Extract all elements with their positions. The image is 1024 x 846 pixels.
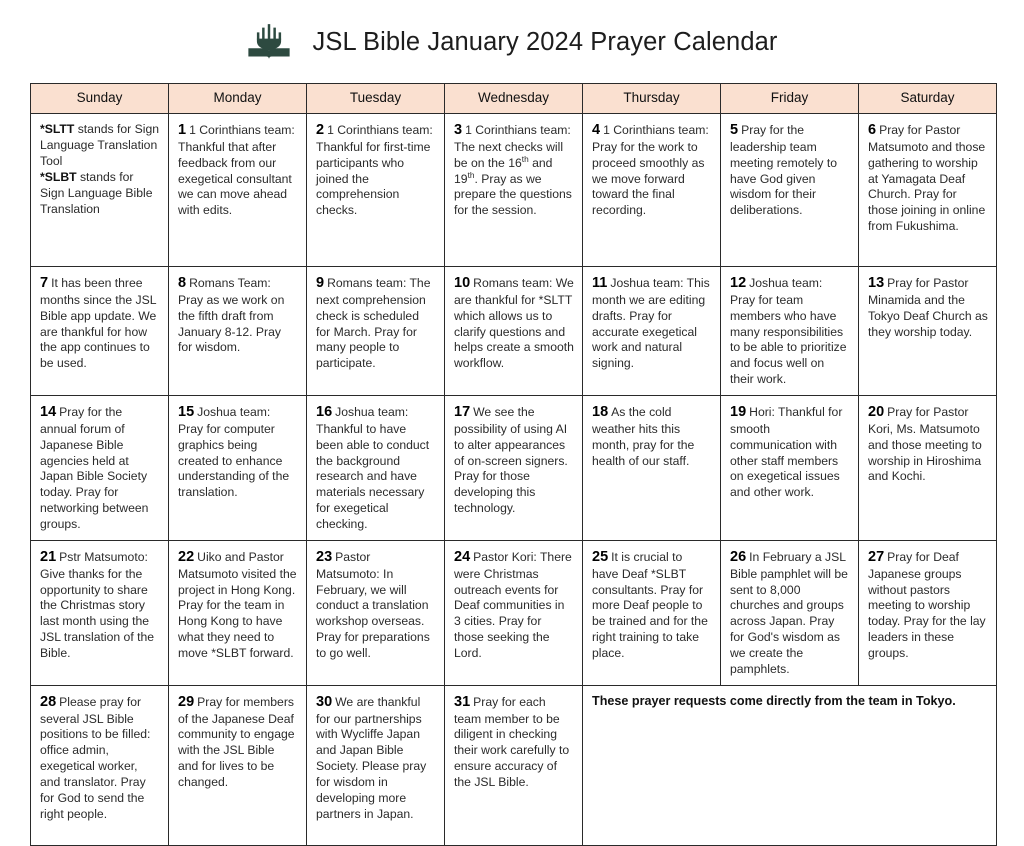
- day-number: 14: [40, 404, 57, 420]
- day-text: Pray for the leadership team meeting remotely to have God given wisdom for their deliberations.: [730, 123, 838, 218]
- day-number: 6: [868, 122, 877, 138]
- day-cell-30: [307, 685, 445, 845]
- day-text: Uiko and Pastor Matsumoto visited the project in Hong Kong. Pray for the team in Hong Kong to have what they need to move *SLBT forward.: [178, 549, 297, 660]
- day-number: 22: [178, 548, 195, 565]
- day-text: Pastor Kori: There were Christmas outreach events for Deaf communities in 3 cities. Pray for those seeking the Lord.: [454, 549, 572, 660]
- day-text: Please pray for several JSL Bible positions to be filled: office admin, exegetical worker, and translator. Pray for God to send the right people.: [40, 694, 151, 821]
- calendar-body: [31, 114, 997, 846]
- day-text: 1 Corinthians team: Thankful for first-time participants who joined the comprehension checks.: [316, 123, 433, 218]
- weekday-header-wednesday: Wednesday: [445, 84, 583, 114]
- day-text: 1 Corinthians team: Pray for the work to proceed smoothly as we move forward toward the final recording.: [592, 123, 709, 218]
- day-text: Pray for Pastor Kori, Ms. Matsumoto and those meeting to worship in Hiroshima and Kochi.: [868, 405, 982, 484]
- day-text: Joshua team: Thankful to have been able to conduct the background research and have materials necessary for exegetical checking.: [316, 405, 430, 531]
- day-number: 4: [592, 122, 601, 138]
- day-cell-24: [445, 540, 583, 685]
- footnote-text: These prayer requests come directly from the team in Tokyo.: [592, 693, 956, 708]
- day-number: 30: [316, 693, 333, 710]
- day-text: Pray for Deaf Japanese groups without pastors meeting to worship today. Pray for the lay leaders in these groups.: [868, 549, 986, 660]
- day-cell-31: [445, 685, 583, 845]
- day-number: 17: [454, 404, 471, 420]
- weekday-header-thursday: Thursday: [583, 84, 721, 114]
- day-cell-29: [169, 685, 307, 845]
- calendar-week-row: [31, 540, 997, 685]
- day-cell-17: [445, 396, 583, 541]
- day-number: 19: [730, 404, 747, 420]
- day-number: 8: [178, 275, 187, 291]
- day-text: Pray for each team member to be diligent in checking their work carefully to ensure accuracy of the JSL Bible.: [454, 694, 570, 789]
- day-text: Pastor Matsumoto: In February, we will conduct a translation workshop overseas. Pray for preparations to go well.: [316, 549, 430, 660]
- day-number: 31: [454, 693, 471, 710]
- day-cell-25: [583, 540, 721, 685]
- day-number: 2: [316, 122, 325, 138]
- day-number: 25: [592, 548, 609, 565]
- day-cell-6: [859, 114, 997, 267]
- page-title: JSL Bible January 2024 Prayer Calendar: [312, 27, 778, 56]
- legend-text-slbt: stands for Sign Language Bible Translation: [40, 170, 153, 217]
- weekday-header-monday: Monday: [169, 84, 307, 114]
- day-text: Pray for members of the Japanese Deaf community to engage with the JSL Bible and for lives to be changed.: [178, 694, 295, 789]
- day-text: Joshua team: Pray for team members who have many responsibilities to be able to prioritize and focus well on their work.: [730, 276, 847, 387]
- ordinal-suffix: th: [521, 153, 529, 164]
- weekday-header-sunday: Sunday: [31, 84, 169, 114]
- day-text: Pray for Pastor Matsumoto and those gathering to worship at Yamagata Deaf Church. Pray for those joining in online from Fukushima.: [868, 123, 986, 234]
- calendar-week-row: [31, 267, 997, 396]
- day-number: 20: [868, 404, 885, 420]
- day-number: 29: [178, 693, 195, 710]
- calendar-week-row: [31, 396, 997, 541]
- day-number: 28: [40, 693, 57, 710]
- day-cell-9: [307, 267, 445, 396]
- day-text: We see the possibility of using AI to alter appearances of on-screen signers. Pray for those developing this technology.: [454, 405, 568, 516]
- day-number: 15: [178, 404, 195, 420]
- day-cell-12: [721, 267, 859, 396]
- day-text: As the cold weather hits this month, pray for the health of our staff.: [592, 405, 695, 468]
- day-cell-legend: [31, 114, 169, 267]
- day-text: Joshua team: Pray for computer graphics being created to enhance understanding of the translation.: [178, 405, 290, 500]
- day-text-pre: 1 Corinthians team: The next checks will be on the 16: [454, 123, 571, 170]
- day-text: Romans team: We are thankful for *SLTT which allows us to clarify questions and helps create a smooth workflow.: [454, 276, 574, 371]
- day-cell-5: [721, 114, 859, 267]
- day-text: Pstr Matsumoto: Give thanks for the opportunity to share the Christmas story last month using the JSL translation of the Bible.: [40, 549, 155, 660]
- day-text: Pray for Pastor Minamida and the Tokyo Deaf Church as they worship today.: [868, 276, 988, 339]
- legend-term-sltt: *SLTT: [40, 122, 75, 136]
- day-cell-2: [307, 114, 445, 267]
- day-number: 24: [454, 548, 471, 565]
- day-text: Romans Team: Pray as we work on the fifth draft from January 8-12. Pray for wisdom.: [178, 276, 285, 355]
- day-cell-28: [31, 685, 169, 845]
- page-header: [0, 0, 1024, 72]
- day-cell-16: [307, 396, 445, 541]
- day-text: Romans team: The next comprehension check is scheduled for March. Pray for many people to participate.: [316, 276, 431, 371]
- day-cell-14: [31, 396, 169, 541]
- day-cell-18: [583, 396, 721, 541]
- day-cell-1: [169, 114, 307, 267]
- day-number: 7: [40, 275, 49, 291]
- day-cell-22: [169, 540, 307, 685]
- day-cell-19: [721, 396, 859, 541]
- day-number: 12: [730, 275, 747, 291]
- day-cell-23: [307, 540, 445, 685]
- day-cell-20: [859, 396, 997, 541]
- day-text: It has been three months since the JSL Bible app update. We are thankful for how the app continues to be used.: [40, 276, 157, 371]
- day-cell-21: [31, 540, 169, 685]
- day-cell-7: [31, 267, 169, 396]
- day-number: 13: [868, 275, 885, 291]
- day-cell-26: [721, 540, 859, 685]
- day-text: We are thankful for our partnerships with Wycliffe Japan and Japan Bible Society. Please pray for wisdom in developing more partners in Japan.: [316, 694, 427, 821]
- day-number: 27: [868, 548, 885, 565]
- ordinal-suffix: th: [467, 169, 475, 180]
- day-text: Hori: Thankful for smooth communication with other staff members on exegetical issues and other work.: [730, 405, 843, 500]
- weekday-header-saturday: Saturday: [859, 84, 997, 114]
- day-text: It is crucial to have Deaf *SLBT consultants. Pray for more Deaf people to be trained and for the right training to take place.: [592, 549, 708, 660]
- legend-block: [40, 121, 160, 218]
- day-text-post: . Pray as we prepare the questions for the session.: [454, 171, 572, 218]
- day-cell-10: [445, 267, 583, 396]
- calendar-week-row: [31, 114, 997, 267]
- day-text: 1 Corinthians team: Thankful that after feedback from our exegetical consultant we can move ahead with edits.: [178, 123, 295, 218]
- weekday-header-tuesday: Tuesday: [307, 84, 445, 114]
- day-cell-13: [859, 267, 997, 396]
- day-cell-27: [859, 540, 997, 685]
- day-number: 23: [316, 548, 333, 565]
- day-cell-4: [583, 114, 721, 267]
- day-number: 3: [454, 122, 463, 138]
- day-number: 9: [316, 275, 325, 291]
- day-text: Pray for the annual forum of Japanese Bible agencies held at Japan Bible Society today. Pray for networking between groups.: [40, 405, 149, 531]
- calendar-week-row: [31, 685, 997, 845]
- legend-text-sltt: stands for Sign Language Translation Tool: [40, 122, 159, 169]
- day-cell-8: [169, 267, 307, 396]
- day-number: 10: [454, 275, 471, 291]
- day-number: 26: [730, 548, 747, 565]
- footnote-cell: [583, 685, 997, 845]
- weekday-header-friday: Friday: [721, 84, 859, 114]
- day-number: 16: [316, 404, 333, 420]
- day-number: 18: [592, 404, 609, 420]
- day-text: Joshua team: This month we are editing drafts. Pray for accurate exegetical work and natural signing.: [592, 276, 710, 371]
- day-number: 21: [40, 548, 57, 565]
- day-number: 1: [178, 122, 187, 138]
- day-cell-11: [583, 267, 721, 396]
- day-cell-3: [445, 114, 583, 267]
- weekday-header-row: [31, 84, 997, 114]
- hand-over-book-logo: [247, 20, 291, 64]
- legend-term-slbt: *SLBT: [40, 170, 77, 185]
- calendar-table: [30, 83, 997, 846]
- calendar-grid-wrapper: [30, 83, 996, 846]
- day-text: In February a JSL Bible pamphlet will be sent to 8,000 churches and groups across Japan. Pray for God's wisdom as we create the pamphlets.: [730, 549, 848, 676]
- day-number: 11: [592, 275, 608, 291]
- day-text-mid: and 19: [454, 155, 553, 186]
- day-number: 5: [730, 122, 739, 138]
- day-cell-15: [169, 396, 307, 541]
